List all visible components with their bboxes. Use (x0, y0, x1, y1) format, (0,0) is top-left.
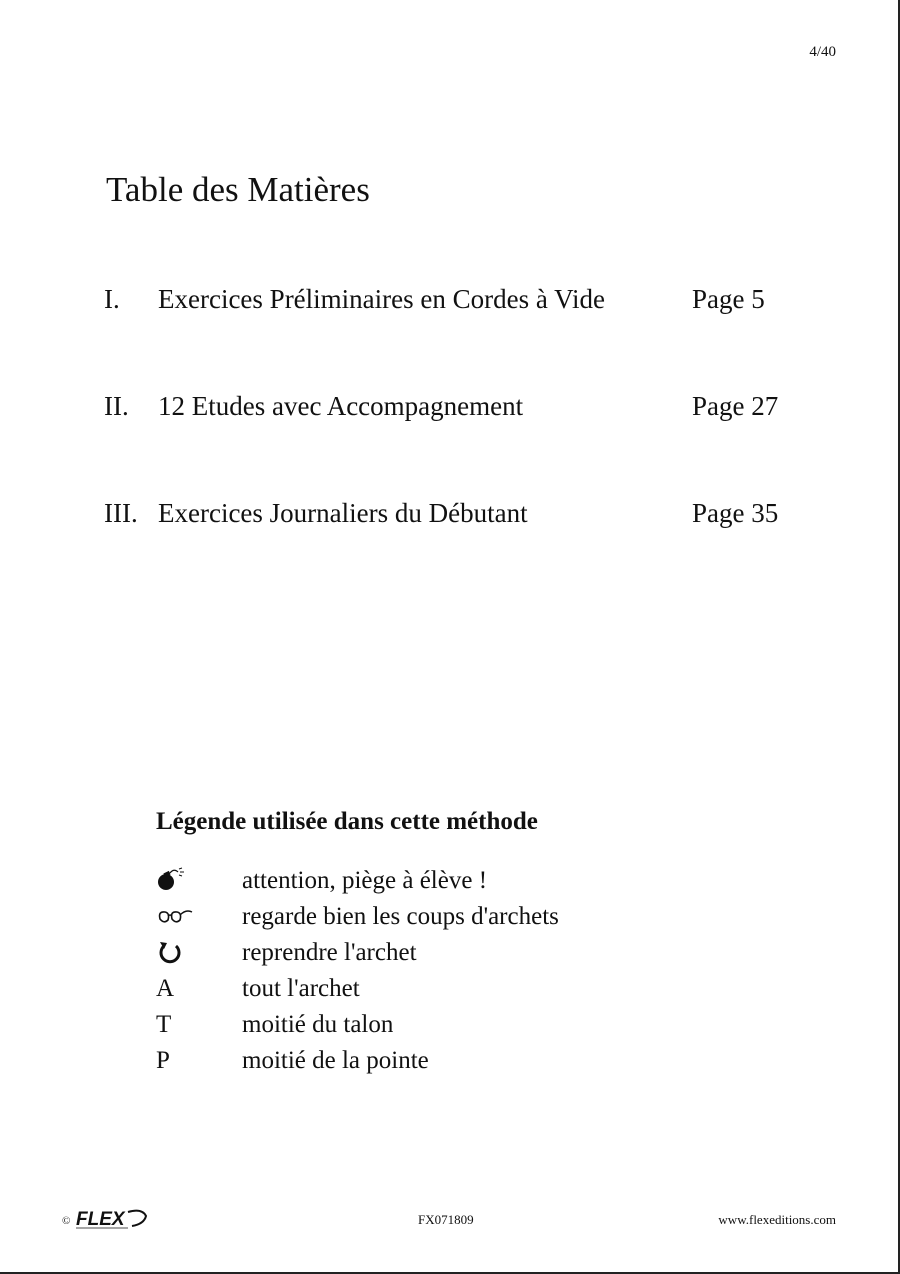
legend-symbol: A (156, 975, 175, 1002)
legend-item-text: moitié de la pointe (242, 1047, 429, 1074)
toc-entry-label: Exercices Journaliers du Débutant (158, 498, 528, 528)
toc-entry-numeral: I. (104, 284, 120, 314)
bomb-icon (156, 867, 216, 900)
toc-entry-numeral: II. (104, 391, 129, 421)
toc-entry-label: 12 Etudes avec Accompagnement (158, 391, 524, 421)
product-code: FX071809 (418, 1212, 474, 1227)
toc-entry-page: Page 27 (692, 391, 779, 421)
legend-symbol: T (156, 1011, 172, 1038)
flex-logo (72, 1206, 152, 1235)
legend-item-text: reprendre l'archet (242, 939, 417, 966)
legend-item-text: tout l'archet (242, 975, 360, 1002)
logo-text: FLEX (76, 1209, 125, 1230)
copyright-symbol: © (62, 1214, 71, 1227)
toc-entry-numeral: III. (104, 498, 138, 528)
legend-item-text: regarde bien les coups d'archets (242, 903, 559, 930)
circular-arrow-icon (156, 939, 216, 974)
footer-copyright (62, 1206, 152, 1235)
legend-item-text: moitié du talon (242, 1011, 394, 1038)
toc-entry-label: Exercices Préliminaires en Cordes à Vide (158, 284, 605, 314)
toc-entry-page: Page 35 (692, 498, 779, 528)
glasses-icon (156, 903, 216, 936)
page-number: 4/40 (809, 44, 836, 60)
website-link[interactable]: www.flexeditions.com (718, 1212, 836, 1227)
legend-item-text: attention, piège à élève ! (242, 867, 488, 894)
toc-title: Table des Matières (106, 170, 370, 209)
legend-title: Légende utilisée dans cette méthode (156, 808, 538, 835)
legend-symbol: P (156, 1047, 170, 1074)
toc-entry-page: Page 5 (692, 284, 765, 314)
